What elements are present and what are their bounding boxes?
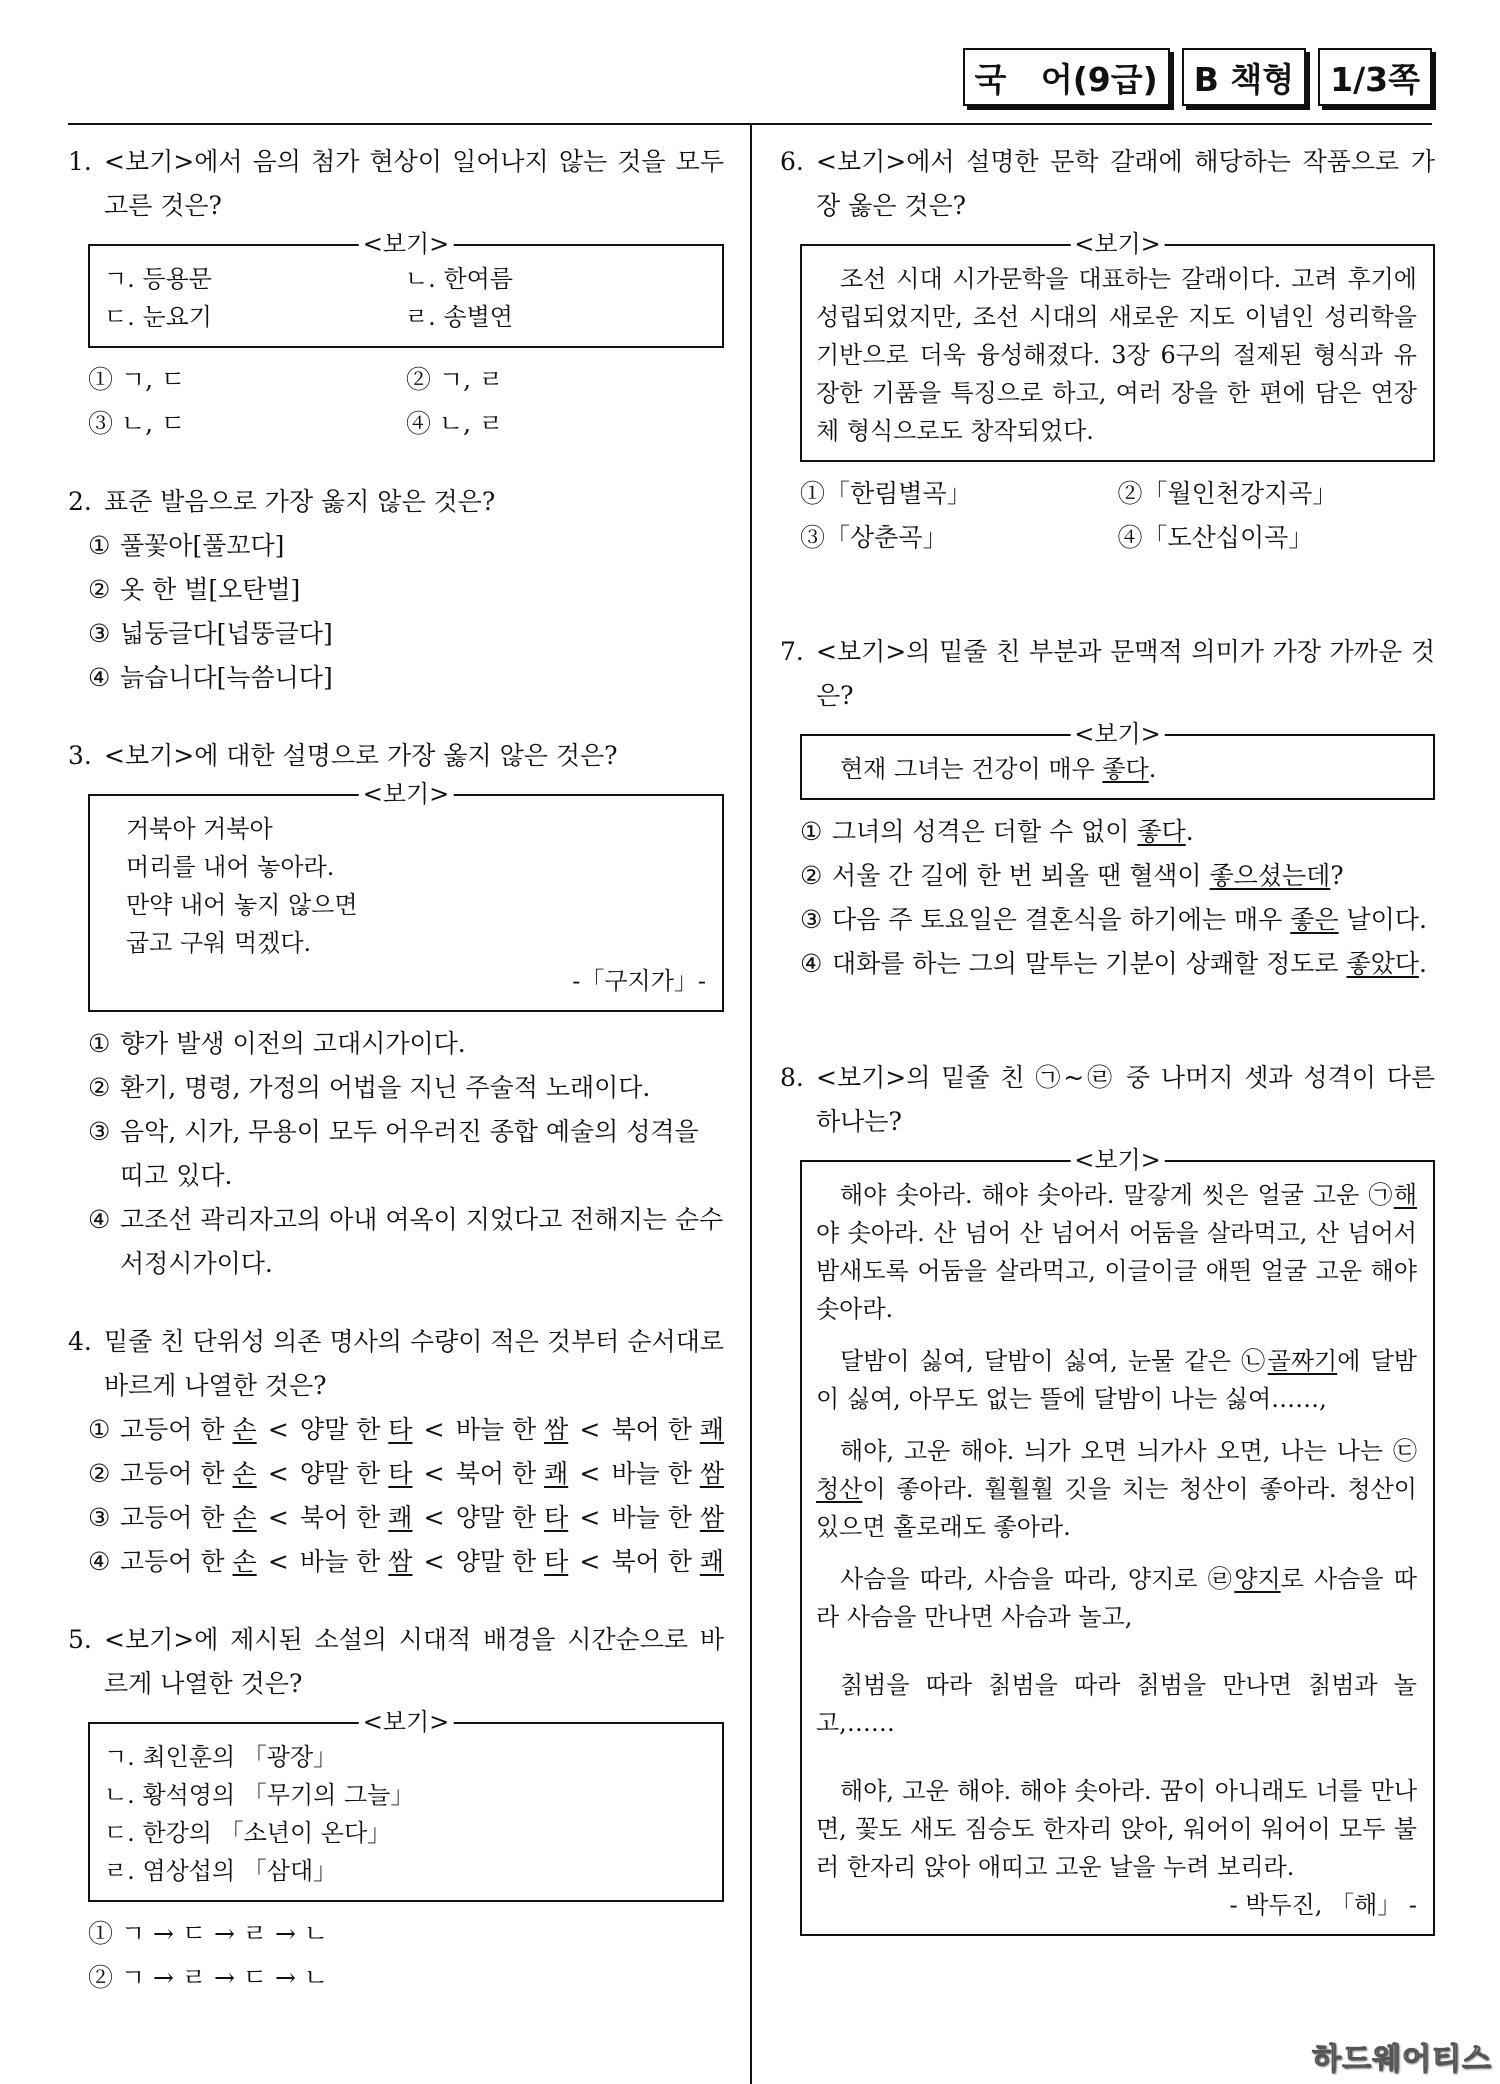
poem-stanza-1: 해야 솟아라. 해야 솟아라. 말갛게 씻은 얼굴 고운 ㉠해야 솟아라. 산 넘어 산 넘어서 어둠을 살라먹고, 산 넘어서 밤새도록 어둠을 살라먹고, 이글이글 애띈 얼굴 고운 해야 솟아라.: [816, 1181, 1417, 1323]
question-text: <보기>의 밑줄 친 부분과 문맥적 의미가 가장 가까운 것은?: [816, 637, 1435, 710]
bogi-item: ㄴ. 한여름: [405, 265, 513, 293]
bogi-label: <보기>: [359, 779, 454, 809]
answer-option-4[interactable]: ④ 고조선 곽리자고의 아내 여옥이 지었다고 전해지는 순수 서정시가이다.: [88, 1205, 724, 1278]
poem-stanza-3: 해야, 고운 해야. 늬가 오면 늬가사 오면, 나는 나는 ㉢청산이 좋아라. 훨훨훨 깃을 치는 청산이 좋아라. 청산이 있으면 홀로래도 좋아라.: [816, 1437, 1417, 1541]
bogi-item: ㄹ. 염상섭의 「삼대」: [104, 1857, 338, 1885]
answer-option-4[interactable]: ④ 고등어 한 손 < 바늘 한 쌈 < 양말 한 타 < 북어 한 쾌: [88, 1547, 724, 1576]
bogi-box: [800, 230, 1435, 462]
question-text: <보기>에 제시된 소설의 시대적 배경을 시간순으로 바르게 나열한 것은?: [104, 1625, 724, 1698]
question-number: 3.: [68, 741, 92, 770]
page-number-box: 1/3쪽: [1318, 48, 1432, 106]
question-text: 표준 발음으로 가장 옳지 않은 것은?: [104, 487, 496, 516]
answer-option-3[interactable]: ③ ㄴ, ㄷ: [88, 409, 186, 438]
poem-line: 머리를 내어 놓아라.: [126, 853, 335, 881]
poem-line: 거북아 거북아: [126, 815, 273, 843]
answer-option-2[interactable]: ② 고등어 한 손 < 양말 한 타 < 북어 한 쾌 < 바늘 한 쌈: [88, 1459, 724, 1488]
bogi-label: <보기>: [1070, 229, 1165, 259]
answer-option-2[interactable]: ② ㄱ → ㄹ → ㄷ → ㄴ: [88, 1963, 329, 1992]
poem-stanza-4: 사슴을 따라, 사슴을 따라, 양지로 ㉣양지로 사슴을 따라 사슴을 만나면 사슴과 놀고,: [816, 1565, 1417, 1631]
bogi-label: <보기>: [1070, 719, 1165, 749]
answer-option-3[interactable]: ③ 고등어 한 손 < 북어 한 쾌 < 양말 한 타 < 바늘 한 쌈: [88, 1503, 724, 1532]
question-number: 4.: [68, 1327, 92, 1356]
poem-source: - 박두진, 「해」 -: [1229, 1891, 1417, 1919]
question-3: [68, 734, 724, 1286]
right-column: [780, 140, 1435, 1946]
answer-option-2[interactable]: ② ㄱ, ㄹ: [406, 365, 504, 394]
poem-stanza-2: 달밤이 싫여, 달밤이 싫여, 눈물 같은 ㉡골짜기에 달밤이 싫여, 아무도 없는 뜰에 달밤이 나는 싫여……,: [816, 1347, 1417, 1413]
answer-option-4[interactable]: ④「도산십이곡」: [1117, 523, 1314, 552]
bogi-box: [800, 720, 1435, 800]
answer-option-1[interactable]: ① 풀꽃아[풀꼬다]: [88, 531, 285, 560]
answer-option-4[interactable]: ④ 대화를 하는 그의 말투는 기분이 상쾌할 정도로 좋았다.: [800, 949, 1427, 978]
answer-option-1[interactable]: ①「한림별곡」: [800, 479, 972, 508]
left-column: [68, 140, 724, 2000]
bogi-box: [88, 230, 724, 348]
answer-option-3[interactable]: ③「상춘곡」: [800, 523, 948, 552]
answer-option-3[interactable]: ③ 음악, 시가, 무용이 모두 어우러진 종합 예술의 성격을 띠고 있다.: [88, 1117, 699, 1190]
bogi-item: ㄷ. 눈요기: [104, 303, 212, 331]
answer-option-3[interactable]: ③ 다음 주 토요일은 결혼식을 하기에는 매우 좋은 날이다.: [800, 905, 1427, 934]
question-number: 1.: [68, 147, 92, 176]
watermark-logo: 하드웨어티스: [1312, 2042, 1492, 2077]
question-text: <보기>에 대한 설명으로 가장 옳지 않은 것은?: [104, 741, 618, 770]
question-5: [68, 1618, 724, 2000]
bogi-box: [88, 780, 724, 1012]
question-text: <보기>에서 설명한 문학 갈래에 해당하는 작품으로 가장 옳은 것은?: [816, 147, 1435, 220]
answer-option-2[interactable]: ② 서울 간 길에 한 번 뵈올 땐 혈색이 좋으셨는데?: [800, 861, 1344, 890]
question-number: 6.: [780, 147, 804, 176]
bogi-item: ㄴ. 황석영의 「무기의 그늘」: [104, 1781, 415, 1809]
bogi-label: <보기>: [1070, 1145, 1165, 1175]
question-number: 2.: [68, 487, 92, 516]
question-text: <보기>의 밑줄 친 ㉠~㉣ 중 나머지 셋과 성격이 다른 하나는?: [816, 1063, 1435, 1136]
question-8: [780, 1056, 1435, 1936]
question-number: 8.: [780, 1063, 804, 1092]
answer-option-1[interactable]: ① ㄱ → ㄷ → ㄹ → ㄴ: [88, 1919, 329, 1948]
poem-line: 굽고 구워 먹겠다.: [126, 929, 312, 957]
bogi-item: ㄹ. 송별연: [405, 303, 513, 331]
question-2: [68, 480, 724, 700]
answer-option-1[interactable]: ① ㄱ, ㄷ: [88, 365, 186, 394]
poem-stanza-5: 칡범을 따라 칡범을 따라 칡범을 만나면 칡범과 놀고,……: [816, 1671, 1417, 1737]
answer-option-1[interactable]: ① 그녀의 성격은 더할 수 없이 좋다.: [800, 817, 1194, 846]
question-text: <보기>에서 음의 첨가 현상이 일어나지 않는 것을 모두 고른 것은?: [104, 147, 724, 220]
underlined-word: 좋다: [1102, 755, 1149, 783]
poem-line: 만약 내어 놓지 않으면: [126, 891, 358, 919]
answer-option-1[interactable]: ① 고등어 한 손 < 양말 한 타 < 바늘 한 쌈 < 북어 한 쾌: [88, 1415, 724, 1444]
question-text: 밑줄 친 단위성 의존 명사의 수량이 적은 것부터 순서대로 바르게 나열한 것은?: [104, 1327, 724, 1400]
question-4: [68, 1320, 724, 1584]
bogi-box: [88, 1708, 724, 1902]
answer-option-4[interactable]: ④ 늙습니다[늑씀니다]: [88, 663, 333, 692]
bogi-item: ㄱ. 등용문: [104, 265, 212, 293]
answer-option-2[interactable]: ② 환기, 명령, 가정의 어법을 지닌 주술적 노래이다.: [88, 1073, 651, 1102]
bogi-box: [800, 1146, 1435, 1936]
poem-source: -「구지가」-: [572, 967, 706, 995]
bogi-text: 현재 그녀는 건강이 매우 좋다.: [840, 755, 1157, 783]
answer-option-3[interactable]: ③ 넓둥글다[넙뚱글다]: [88, 619, 333, 648]
question-number: 7.: [780, 637, 804, 666]
subject-box: 국 어(9급): [963, 48, 1170, 106]
bogi-label: <보기>: [359, 229, 454, 259]
column-divider: [750, 124, 752, 2084]
exam-header: [963, 48, 1433, 106]
answer-option-1[interactable]: ① 향가 발생 이전의 고대시가이다.: [88, 1029, 466, 1058]
answer-option-2[interactable]: ②「월인천강지곡」: [1117, 479, 1338, 508]
bogi-item: ㄱ. 최인훈의 「광장」: [104, 1743, 338, 1771]
question-number: 5.: [68, 1625, 92, 1654]
question-6: [780, 140, 1435, 560]
question-7: [780, 630, 1435, 986]
bogi-item: ㄷ. 한강의 「소년이 온다」: [104, 1819, 392, 1847]
booklet-box: B 책형: [1182, 48, 1306, 106]
poem-stanza-6: 해야, 고운 해야. 해야 솟아라. 꿈이 아니래도 너를 만나면, 꽃도 새도 짐승도 한자리 앉아, 워어이 워어이 모두 불러 한자리 앉아 애띠고 고운 날을 누려 보리라.: [816, 1777, 1417, 1881]
question-1: [68, 140, 724, 446]
bogi-label: <보기>: [359, 1707, 454, 1737]
answer-option-4[interactable]: ④ ㄴ, ㄹ: [406, 409, 504, 438]
answer-option-2[interactable]: ② 옷 한 벌[오탄벌]: [88, 575, 301, 604]
bogi-text: 조선 시대 시가문학을 대표하는 갈래이다. 고려 후기에 성립되었지만, 조선 시대의 새로운 지도 이념인 성리학을 기반으로 더욱 융성해졌다. 3장 6구의 절제된 형식과 유장한 기품을 특징으로 하고, 여러 장을 한 편에 담은 연장체 형식으로도 창작되었다.: [816, 265, 1417, 445]
